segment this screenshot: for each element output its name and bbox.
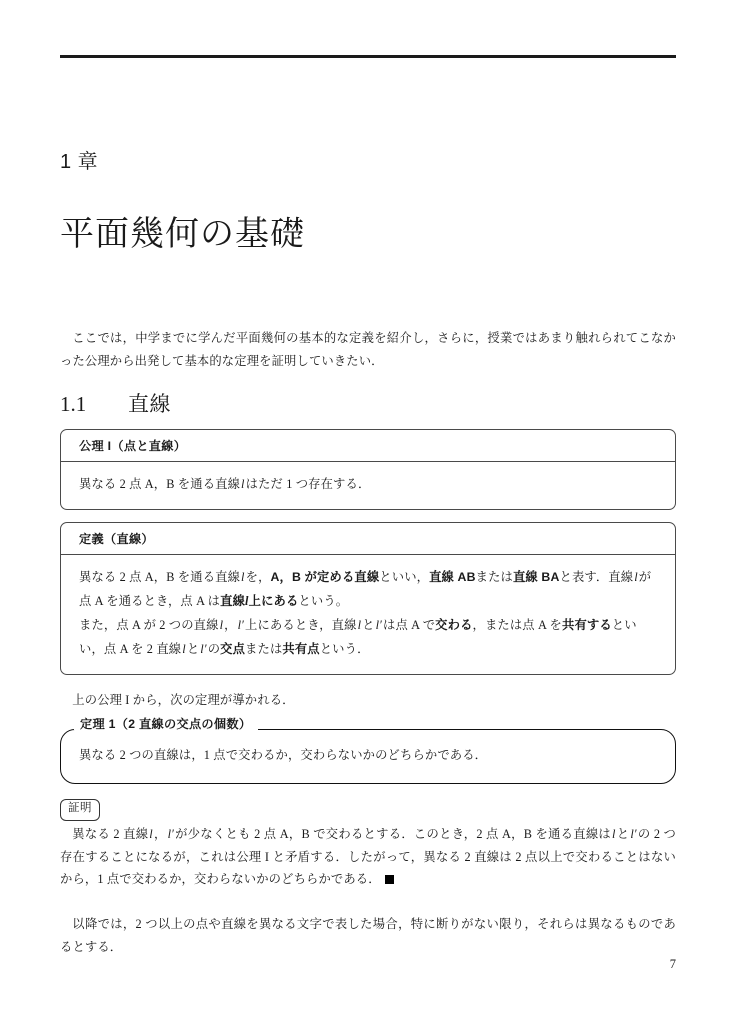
def-bold-line-ab: 直線 AB <box>429 570 476 585</box>
closing-paragraph: 以降では，2 つ以上の点や直線を異なる文字で表した場合，特に断りがない限り，それらは異なるものであるとする． <box>60 917 676 954</box>
def-text-16: の <box>207 642 221 657</box>
def-bold-on-line-tail: 上にある <box>248 594 299 609</box>
def-var-l-5: l <box>182 642 186 657</box>
proof-text-3: が少なくとも 2 点 A，B で交わるとする．このとき，2 点 A，B を通る直線は <box>175 826 612 841</box>
theorem-box <box>60 729 676 784</box>
page-content <box>60 150 676 959</box>
qed-square-icon <box>385 875 394 884</box>
theorem-box-wrapper <box>60 718 676 784</box>
def-text-6: が点 A を通るとき，点 A は <box>79 570 652 609</box>
theorem-box-body: 異なる 2 つの直線は，1 点で交わるか，交わらないかのどちらかである． <box>79 748 488 763</box>
def-text-5: と表す．直線 <box>559 570 634 585</box>
axiom-var-l: l <box>241 477 245 492</box>
axiom-text-1: 異なる 2 点 A，B を通る直線 <box>79 477 241 492</box>
def-text-2: を， <box>245 570 271 585</box>
def-var-l-4: l <box>357 618 362 633</box>
def-var-lp-2: l′ <box>375 618 383 633</box>
proof-paragraph <box>60 823 676 891</box>
def-bold-on-line-var: l <box>245 594 249 609</box>
definition-box-body <box>61 555 675 674</box>
proof-var-lp-2: l′ <box>630 826 637 841</box>
axiom-box-body <box>61 462 675 509</box>
page-number: 7 <box>669 957 676 971</box>
axiom-box <box>60 429 676 510</box>
theorem-box-title: 定理 1（2 直線の交点の個数） <box>74 718 258 730</box>
def-text-17: または <box>245 642 283 657</box>
def-bold-ab-defines: A，B が定める直線 <box>270 570 380 585</box>
proof-section <box>60 798 676 891</box>
def-bold-share: 共有する <box>562 618 612 633</box>
def-text-10: 上にあるとき，直線 <box>245 618 357 633</box>
def-text-3: といい， <box>379 570 430 585</box>
def-bold-on-line: 直線 <box>220 594 246 609</box>
def-bold-common-point: 共有点 <box>282 642 320 657</box>
lead-in-paragraph: 上の公理 I から，次の定理が導かれる． <box>72 693 295 708</box>
def-bold-line-ba: 直線 BA <box>512 570 560 585</box>
proof-text-1: 異なる 2 直線 <box>72 826 149 841</box>
proof-var-l-1: l <box>149 826 153 841</box>
def-var-l-3: l <box>219 618 224 633</box>
def-text-11: と <box>362 618 375 633</box>
def-text-1: 異なる 2 点 A，B を通る直線 <box>79 570 241 585</box>
def-bold-cross: 交わる <box>435 618 473 633</box>
def-text-9: ， <box>224 618 237 633</box>
def-text-13: ，または点 A を <box>472 618 562 633</box>
section-heading <box>60 392 676 417</box>
proof-text-2: ， <box>153 826 167 841</box>
proof-var-l-2: l <box>612 826 616 841</box>
proof-text-4: と <box>616 826 630 841</box>
def-text-15: と <box>186 642 200 657</box>
header-rule <box>60 55 676 58</box>
def-var-l-2: l <box>634 570 638 585</box>
section-number: 1.1 <box>60 392 87 417</box>
axiom-text-2: はただ 1 つ存在する． <box>245 477 371 492</box>
def-var-l-1: l <box>241 570 245 585</box>
intro-paragraph: ここでは，中学までに学んだ平面幾何の基本的な定義を紹介し，さらに，授業ではあまり触れられてこなかった公理から出発して基本的な定理を証明していきたい． <box>60 330 676 368</box>
def-text-12: は点 A で <box>383 618 436 633</box>
def-text-14: といい，点 A を 2 直線 <box>79 618 637 657</box>
section-name: 直線 <box>128 393 171 417</box>
def-bold-intersection: 交点 <box>220 642 246 657</box>
axiom-box-header: 公理 I（点と直線） <box>61 430 675 462</box>
definition-box <box>60 522 676 675</box>
proof-label: 証明 <box>60 799 100 821</box>
def-text-8: また，点 A が 2 つの直線 <box>79 618 219 633</box>
definition-box-header: 定義（直線） <box>61 523 675 555</box>
def-text-4: または <box>475 570 513 585</box>
proof-var-lp-1: l′ <box>167 826 175 841</box>
def-var-lp-3: l′ <box>200 642 207 657</box>
chapter-label: 1 章 <box>60 151 99 173</box>
def-text-18: という． <box>319 642 370 657</box>
def-text-7: という。 <box>298 594 349 609</box>
def-var-lp-1: l′ <box>237 618 245 633</box>
chapter-title: 平面幾何の基礎 <box>60 215 305 253</box>
proof-text-5: の 2 つ存在することになるが，これは公理 I と矛盾する．したがって，異なる 2 直線は 2 点以上で交わることはないから，1 点で交わるか，交わらないかのどちらかである． <box>60 826 676 887</box>
